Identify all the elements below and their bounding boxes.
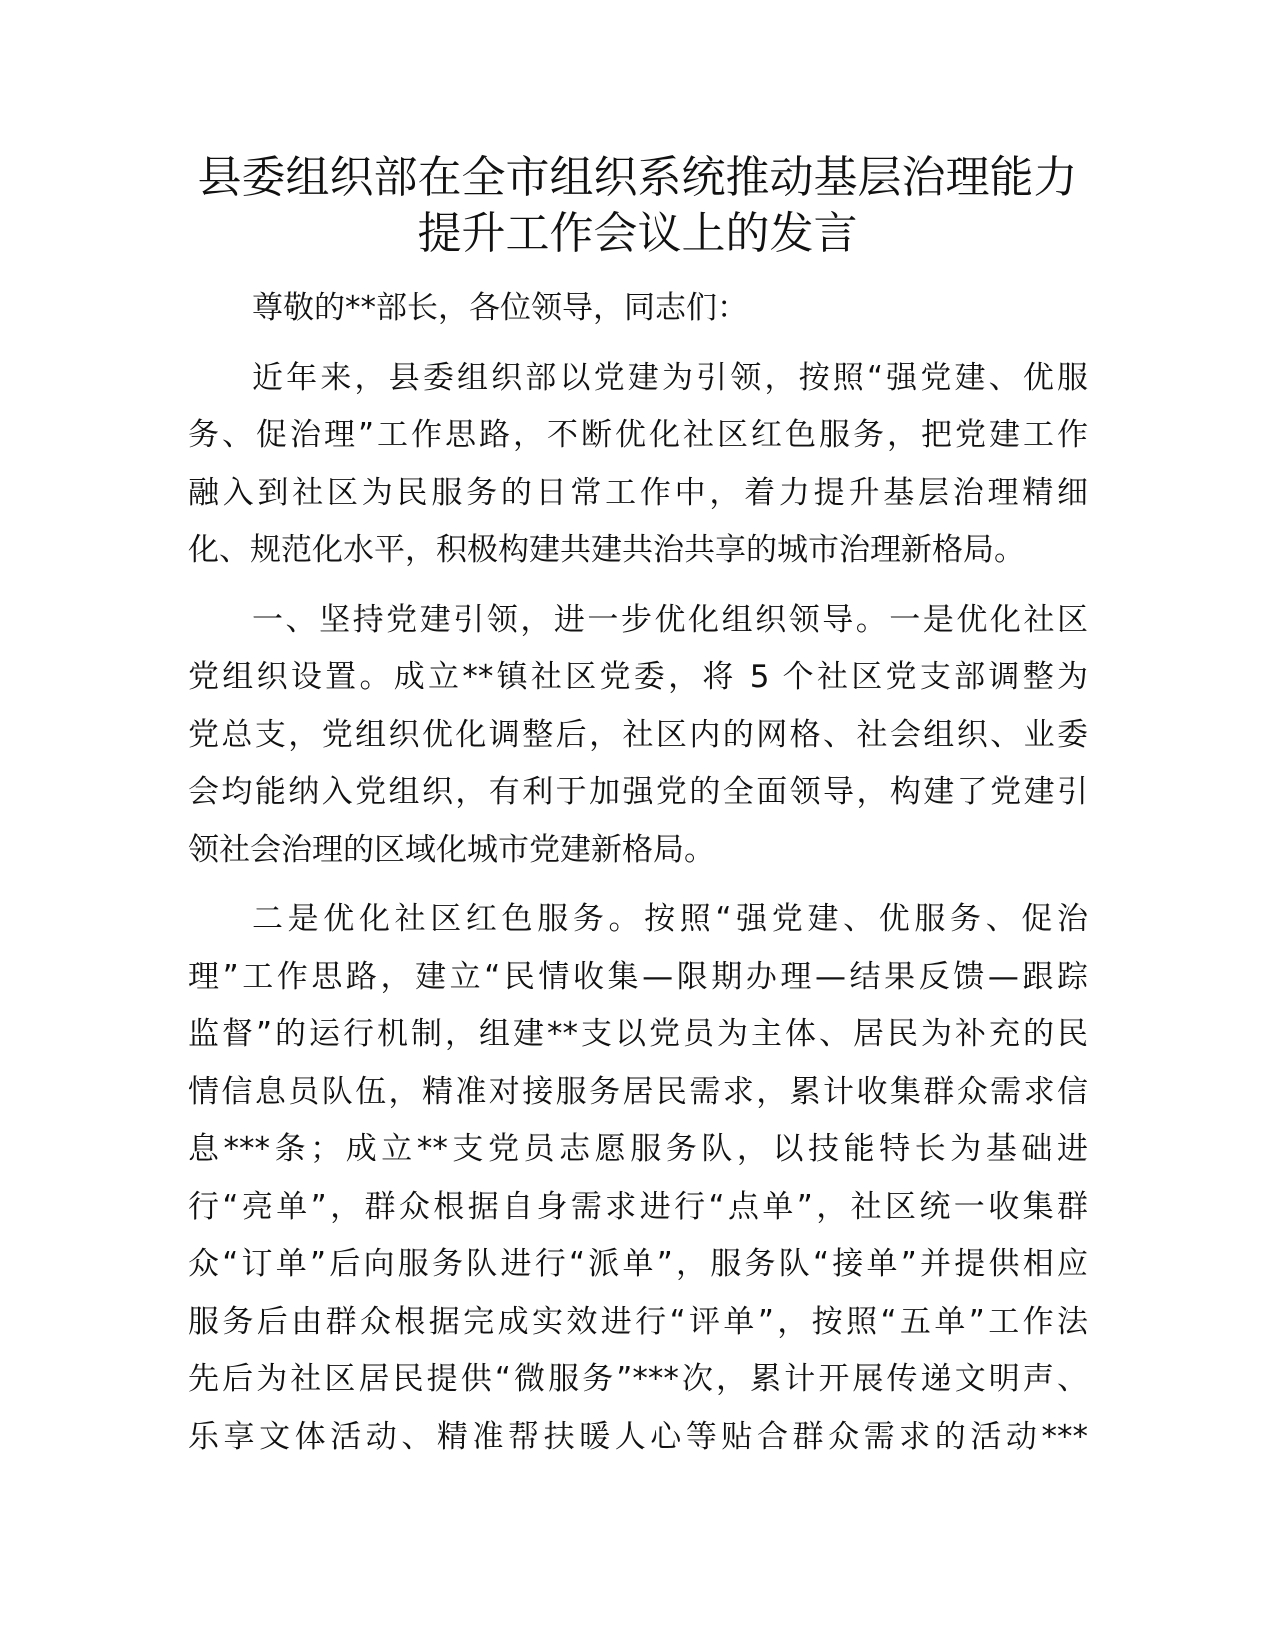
paragraph-intro [188,350,1088,580]
paragraph-line: 会均能纳入党组织，有利于加强党的全面领导，构建了党建引 [188,774,1088,810]
paragraph-line: 近年来，县委组织部以党建为引领，按照“强党建、优服 [252,359,1088,396]
salutation: 尊敬的**部长，各位领导，同志们： [252,290,748,326]
paragraph-line: 二是优化社区红色服务。按照“强党建、优服务、促治 [252,901,1088,937]
paragraph-line: 先后为社区居民提供“微服务”***次，累计开展传递文明声、 [188,1361,1088,1397]
paragraph-line: 行“亮单”，群众根据自身需求进行“点单”，社区统一收集群 [188,1188,1088,1225]
document-body [188,280,1088,1466]
paragraph-line: 情信息员队伍，精准对接服务居民需求，累计收集群众需求信 [188,1073,1088,1110]
paragraph-line: 务、促治理”工作思路，不断优化社区红色服务，把党建工作 [188,417,1088,453]
document-title [150,150,1125,262]
paragraph-line: 乐享文体活动、精准帮扶暖人心等贴合群众需求的活动*** [188,1418,1088,1455]
paragraph-red-service [188,891,1088,1466]
paragraph-line: 息***条；成立**支党员志愿服务队，以技能特长为基础进 [188,1131,1088,1167]
paragraph-line: 理”工作思路，建立“民情收集—限期办理—结果反馈—跟踪 [188,958,1088,995]
paragraph-line: 融入到社区为民服务的日常工作中，着力提升基层治理精细 [188,474,1088,511]
paragraph-line: 服务后由群众根据完成实效进行“评单”，按照“五单”工作法 [188,1303,1088,1340]
paragraph-line: 领社会治理的区域化城市党建新格局。 [188,831,715,868]
paragraph-line: 党总支，党组织优化调整后，社区内的网格、社会组织、业委 [188,716,1088,753]
title-line-1: 县委组织部在全市组织系统推动基层治理能力 [197,152,1078,203]
paragraph-line: 众“订单”后向服务队进行“派单”，服务队“接单”并提供相应 [188,1246,1088,1282]
paragraph-section-one [188,592,1088,880]
paragraph-line: 化、规范化水平，积极构建共建共治共享的城市治理新格局。 [188,532,1025,568]
paragraph-line: 党组织设置。成立**镇社区党委，将 5 个社区党支部调整为 [188,659,1088,695]
paragraph-line: 一、坚持党建引领，进一步优化组织领导。一是优化社区 [252,601,1088,638]
paragraph-line: 监督”的运行机制，组建**支以党员为主体、居民为补充的民 [188,1016,1088,1052]
title-line-2: 提升工作会议上的发言 [417,208,858,259]
